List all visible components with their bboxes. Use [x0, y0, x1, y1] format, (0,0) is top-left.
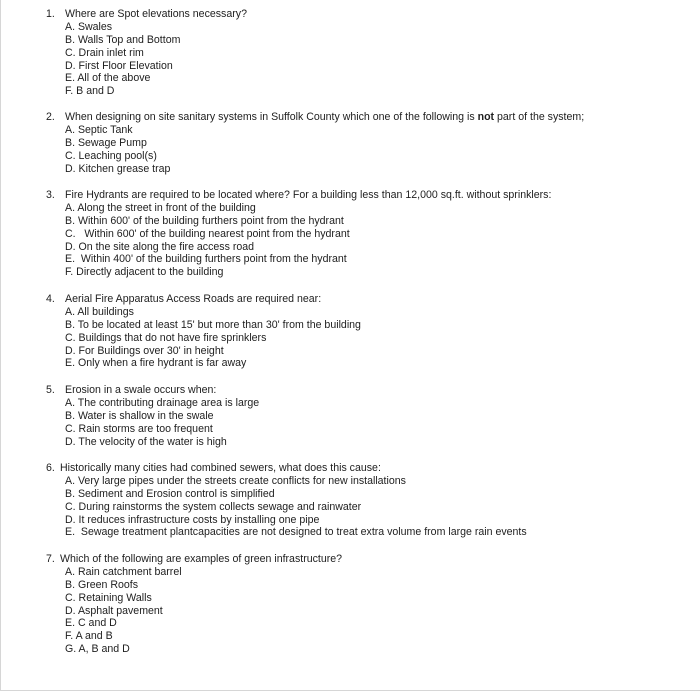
option-item: B. Green Roofs [65, 578, 139, 591]
question-number: 7. [46, 553, 55, 565]
option-item: B. Walls Top and Bottom [65, 33, 181, 46]
option-item: C. During rainstorms the system collects sewage and rainwater [65, 500, 362, 513]
option-item: G. A, B and D [65, 643, 130, 656]
option-list [0, 306, 700, 370]
question-text [65, 111, 584, 124]
question-5-header [0, 384, 700, 397]
option-item: B. To be located at least 15' but more than 30' from the building [65, 318, 361, 331]
option-item: D. Kitchen grease trap [65, 162, 171, 175]
option-list [0, 21, 700, 98]
option-item: E. Only when a fire hydrant is far away [65, 357, 247, 370]
option-item: D. Asphalt pavement [65, 604, 163, 617]
option-item: C. Rain storms are too frequent [65, 422, 213, 435]
question-text: Where are Spot elevations necessary? [65, 8, 247, 20]
option-item: B. Water is shallow in the swale [65, 409, 214, 422]
option-list [0, 124, 700, 176]
option-item: F. Directly adjacent to the building [65, 266, 224, 279]
question-text-part: Historically many cities had combined sewers, what does this cause: [60, 462, 381, 474]
question-4 [0, 293, 700, 370]
question-2-header [0, 111, 700, 124]
question-text-part: When designing on site sanitary systems in Suffolk County which one of the following is [65, 111, 478, 123]
option-item: D. On the site along the fire access road [65, 240, 255, 253]
question-1 [0, 8, 700, 98]
question-number: 3. [46, 189, 55, 201]
question-text: Erosion in a swale occurs when: [65, 384, 217, 396]
question-6 [0, 462, 700, 539]
question-7 [0, 553, 700, 656]
option-list [0, 566, 700, 656]
option-list [0, 397, 700, 449]
option-list [0, 475, 700, 539]
option-item: B. Within 600' of the building furthers point from the hydrant [65, 214, 344, 227]
question-text [46, 553, 342, 566]
option-item: E. Within 400' of the building furthers point from the hydrant [65, 253, 347, 266]
question-number: 5. [46, 384, 55, 396]
question-5 [0, 384, 700, 448]
question-number: 2. [46, 111, 55, 123]
option-item: A. All buildings [65, 305, 134, 318]
option-item: C. Drain inlet rim [65, 46, 144, 59]
question-1-header [0, 8, 700, 21]
option-item: B. Sewage Pump [65, 136, 147, 149]
option-item: A. Along the street in front of the building [65, 201, 256, 214]
question-text-emphasis: not [477, 111, 495, 123]
question-text-part: Which of the following are examples of green infrastructure? [60, 553, 343, 565]
question-6-header [0, 462, 700, 475]
question-4-header [0, 293, 700, 306]
option-item: C. Retaining Walls [65, 591, 152, 604]
option-item: A. Very large pipes under the streets create conflicts for new installations [65, 474, 406, 487]
question-text [46, 462, 381, 475]
question-text-part: part of the system; [494, 111, 585, 123]
option-item: A. The contributing drainage area is large [65, 396, 260, 409]
option-item: A. Rain catchment barrel [65, 565, 182, 578]
option-item: A. Septic Tank [65, 123, 133, 136]
option-item: D. The velocity of the water is high [65, 435, 227, 448]
option-item: E. All of the above [65, 72, 151, 85]
option-item: C. Leaching pool(s) [65, 149, 157, 162]
option-item: A. Swales [65, 20, 113, 33]
option-item: F. A and B [65, 630, 113, 643]
option-list [0, 202, 700, 279]
question-3 [0, 189, 700, 279]
option-item: D. For Buildings over 30' in height [65, 344, 224, 357]
option-item: E. Sewage treatment plantcapacities are not designed to treat extra volume from large rain events [65, 526, 527, 539]
question-number: 6. [46, 462, 55, 474]
question-text: Fire Hydrants are required to be located where? For a building less than 12,000 sq.ft. without sprinklers: [65, 189, 552, 201]
option-item: E. C and D [65, 617, 117, 630]
question-2 [0, 111, 700, 175]
option-item: D. First Floor Elevation [65, 59, 173, 72]
option-item: F. B and D [65, 85, 115, 98]
option-item: C. Within 600' of the building nearest point from the hydrant [65, 227, 350, 240]
question-number: 1. [46, 8, 55, 20]
question-text: Aerial Fire Apparatus Access Roads are required near: [65, 293, 322, 305]
question-3-header [0, 189, 700, 202]
option-item: B. Sediment and Erosion control is simplified [65, 487, 275, 500]
question-number: 4. [46, 293, 55, 305]
option-item: C. Buildings that do not have fire sprinklers [65, 331, 267, 344]
option-item: D. It reduces infrastructure costs by installing one pipe [65, 513, 320, 526]
question-7-header [0, 553, 700, 566]
